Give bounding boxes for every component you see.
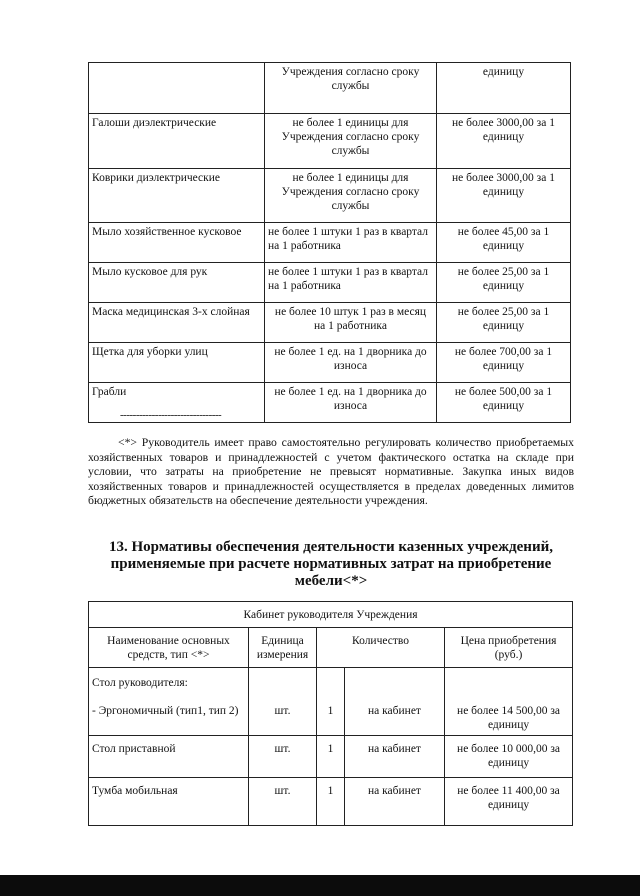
header-name: Наименование основных средств, тип <*> — [89, 628, 249, 668]
price-cell: не более 14 500,00 за единицу — [445, 668, 573, 736]
quantity-limit-cell: не более 1 единицы для Учреждения согласно сроку службы — [265, 169, 437, 223]
item-name-cell — [89, 63, 265, 114]
unit-cell: шт. — [249, 668, 317, 736]
quantity-limit-cell: не более 1 ед. на 1 дворника до износа — [265, 343, 437, 383]
table-row — [89, 263, 571, 303]
price-limit-cell: не более 500,00 за 1 единицу — [437, 383, 571, 423]
price-limit-cell: не более 700,00 за 1 единицу — [437, 343, 571, 383]
price-limit-cell: не более 3000,00 за 1 единицу — [437, 114, 571, 169]
table-row — [89, 114, 571, 169]
price-limit-cell: не более 25,00 за 1 единицу — [437, 263, 571, 303]
item-name-cell: Щетка для уборки улиц — [89, 343, 265, 383]
group-label: Стол руководителя: — [92, 677, 188, 689]
item-name-cell — [89, 668, 249, 736]
quantity-limit-cell: не более 1 штуки 1 раз в квартал на 1 работника — [265, 263, 437, 303]
unit-cell: шт. — [249, 778, 317, 826]
item-name-cell: Маска медицинская 3-х слойная — [89, 303, 265, 343]
quantity-limit-cell: Учреждения согласно сроку службы — [265, 63, 437, 114]
price-cell: не более 11 400,00 за единицу — [445, 778, 573, 826]
item-name-cell: Галоши диэлектрические — [89, 114, 265, 169]
section-heading: 13. Нормативы обеспечения деятельности казенных учреждений, применяемые при расчете нормативных затрат на приобретение мебели<*> — [109, 539, 553, 589]
table-caption: Кабинет руководителя Учреждения — [89, 602, 573, 628]
quantity-limit-cell: не более 1 штуки 1 раз в квартал на 1 работника — [265, 223, 437, 263]
table-caption-row — [89, 602, 573, 628]
table-row — [89, 303, 571, 343]
price-limit-cell: не более 25,00 за 1 единицу — [437, 303, 571, 343]
table-row — [89, 63, 571, 114]
table-row — [89, 778, 573, 826]
item-name-cell: Мыло хозяйственное кусковое — [89, 223, 265, 263]
item-name-cell: Коврики диэлектрические — [89, 169, 265, 223]
item-name-cell: Тумба мобильная — [89, 778, 249, 826]
scan-edge-bar — [0, 875, 640, 896]
item-name-cell: Мыло кусковое для рук — [89, 263, 265, 303]
unit-cell: шт. — [249, 736, 317, 778]
item-name-cell: Стол приставной — [89, 736, 249, 778]
table-row — [89, 668, 573, 736]
qty-cell: 1 — [317, 668, 345, 736]
header-unit: Единица измерения — [249, 628, 317, 668]
footnote-text: <*> Руководитель имеет право самостоятельно регулировать количество приобретаемых хозяйственных товаров и принадлежностей с учетом фактического остатка на складе при условии, что затраты на приобретение не превысят нормативные. Закупка иных видов хозяйственных товаров и принадлежностей осуществляется в пределах доведенных лимитов бюджетных обязательств на обеспечение деятельности учреждения. — [88, 436, 574, 508]
quantity-limit-cell: не более 1 ед. на 1 дворника до износа — [265, 383, 437, 423]
table-row — [89, 169, 571, 223]
item-name-cell: Грабли — [89, 383, 265, 423]
header-quantity: Количество — [317, 628, 445, 668]
table-header-row — [89, 628, 573, 668]
qty-cell: 1 — [317, 778, 345, 826]
footnote-separator: -------------------------------- — [120, 409, 222, 421]
furniture-norms-table — [88, 601, 573, 826]
table-row — [89, 736, 573, 778]
supplies-norms-table — [88, 62, 571, 423]
price-limit-cell: единицу — [437, 63, 571, 114]
quantity-limit-cell: не более 10 штук 1 раз в месяц на 1 работника — [265, 303, 437, 343]
table-row — [89, 343, 571, 383]
quantity-limit-cell: не более 1 единицы для Учреждения согласно сроку службы — [265, 114, 437, 169]
price-limit-cell: не более 3000,00 за 1 единицу — [437, 169, 571, 223]
price-cell: не более 10 000,00 за единицу — [445, 736, 573, 778]
item-name: - Эргономичный (тип1, тип 2) — [92, 705, 239, 717]
qty-cell: 1 — [317, 736, 345, 778]
per-cell: на кабинет — [345, 736, 445, 778]
per-cell: на кабинет — [345, 668, 445, 736]
price-limit-cell: не более 45,00 за 1 единицу — [437, 223, 571, 263]
header-price: Цена приобретения (руб.) — [445, 628, 573, 668]
per-cell: на кабинет — [345, 778, 445, 826]
table-row — [89, 223, 571, 263]
